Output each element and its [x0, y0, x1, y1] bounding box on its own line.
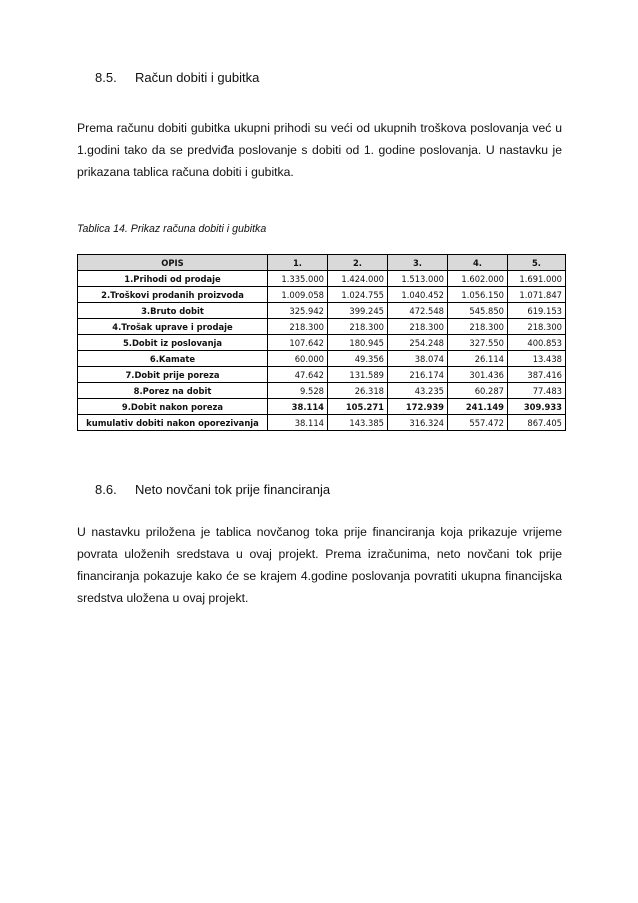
- table-row: [78, 287, 566, 303]
- table-cell: 60.287: [448, 383, 508, 399]
- table-cell: 38.114: [268, 415, 328, 431]
- table-caption: Tablica 14. Prikaz računa dobiti i gubitka: [77, 223, 267, 235]
- row-label: 9.Dobit nakon poreza: [78, 399, 268, 415]
- table-cell: 107.642: [268, 335, 328, 351]
- paragraph-text: U nastavku priložena je tablica novčanog toka prije financiranja koja prikazuje vrijeme povrata uloženih sredstava u ovaj projekt. Prema izračunima, neto novčani tok prije financiranja pokazuje kako će se krajem 4.godine poslovanja povratiti ukupna financijska sredstva uložena u ovaj projekt.: [77, 525, 562, 605]
- table-cell: 557.472: [448, 415, 508, 431]
- table-cell: 218.300: [328, 319, 388, 335]
- table-row: [78, 303, 566, 319]
- table-cell: 180.945: [328, 335, 388, 351]
- table-cell: 309.933: [508, 399, 566, 415]
- table-cell: 1.424.000: [328, 271, 388, 287]
- table-cell: 1.071.847: [508, 287, 566, 303]
- row-label: 4.Trošak uprave i prodaje: [78, 319, 268, 335]
- table-cell: 218.300: [448, 319, 508, 335]
- table-cell: 387.416: [508, 367, 566, 383]
- row-label: 3.Bruto dobit: [78, 303, 268, 319]
- table-cell: 38.074: [388, 351, 448, 367]
- table-cell: 216.174: [388, 367, 448, 383]
- section-heading-8-6: [95, 482, 330, 497]
- profit-loss-table: [77, 254, 566, 431]
- table-cell: 867.405: [508, 415, 566, 431]
- section-number: 8.5.: [95, 70, 117, 85]
- header-cell: 2.: [328, 255, 388, 271]
- row-label: 2.Troškovi prodanih proizvoda: [78, 287, 268, 303]
- table-cell: 619.153: [508, 303, 566, 319]
- table-cell: 47.642: [268, 367, 328, 383]
- table-cell: 1.056.150: [448, 287, 508, 303]
- section-heading-8-5: [95, 70, 259, 85]
- table-cell: 301.436: [448, 367, 508, 383]
- table-cell: 1.040.452: [388, 287, 448, 303]
- header-cell: OPIS: [78, 255, 268, 271]
- table-row: [78, 319, 566, 335]
- table-cell: 1.691.000: [508, 271, 566, 287]
- header-cell: 1.: [268, 255, 328, 271]
- header-cell: 4.: [448, 255, 508, 271]
- table-cell: 131.589: [328, 367, 388, 383]
- table-cell: 38.114: [268, 399, 328, 415]
- header-cell: 3.: [388, 255, 448, 271]
- row-label: 5.Dobit iz poslovanja: [78, 335, 268, 351]
- section-title: Račun dobiti i gubitka: [135, 70, 260, 85]
- table-row: [78, 383, 566, 399]
- table-cell: 399.245: [328, 303, 388, 319]
- table-cell: 26.318: [328, 383, 388, 399]
- section-title: Neto novčani tok prije financiranja: [135, 482, 331, 497]
- table-cell: 1.602.000: [448, 271, 508, 287]
- table-cell: 143.385: [328, 415, 388, 431]
- table-cell: 218.300: [508, 319, 566, 335]
- table-cell: 218.300: [268, 319, 328, 335]
- table-row: [78, 271, 566, 287]
- table-cell: 400.853: [508, 335, 566, 351]
- table-cell: 26.114: [448, 351, 508, 367]
- row-label: 7.Dobit prije poreza: [78, 367, 268, 383]
- table-cell: 241.149: [448, 399, 508, 415]
- table-cell: 172.939: [388, 399, 448, 415]
- table-cell: 254.248: [388, 335, 448, 351]
- table-cell: 60.000: [268, 351, 328, 367]
- section-number: 8.6.: [95, 482, 117, 497]
- table-cell: 1.513.000: [388, 271, 448, 287]
- section-paragraph-8-6: [77, 521, 562, 609]
- table-cell: 472.548: [388, 303, 448, 319]
- table-row: [78, 399, 566, 415]
- table-cell: 325.942: [268, 303, 328, 319]
- table-cell: 105.271: [328, 399, 388, 415]
- row-label: kumulativ dobiti nakon oporezivanja: [78, 415, 268, 431]
- table-cell: 43.235: [388, 383, 448, 399]
- row-label: 1.Prihodi od prodaje: [78, 271, 268, 287]
- table-row: [78, 367, 566, 383]
- section-paragraph-8-5: [77, 117, 562, 183]
- table-cell: 77.483: [508, 383, 566, 399]
- table-cell: 218.300: [388, 319, 448, 335]
- row-label: 8.Porez na dobit: [78, 383, 268, 399]
- table-row: [78, 415, 566, 431]
- table-cell: 327.550: [448, 335, 508, 351]
- paragraph-text: Prema računu dobiti gubitka ukupni prihodi su veći od ukupnih troškova poslovanja već u 1.godini tako da se predviđa poslovanje s dobiti od 1. godine poslovanja. U nastavku je prikazana tablica računa dobiti i gubitka.: [77, 121, 562, 179]
- table-cell: 1.024.755: [328, 287, 388, 303]
- row-label: 6.Kamate: [78, 351, 268, 367]
- table-row: [78, 351, 566, 367]
- table-cell: 1.009.058: [268, 287, 328, 303]
- table-cell: 1.335.000: [268, 271, 328, 287]
- table-cell: 545.850: [448, 303, 508, 319]
- table-header-row: [78, 255, 566, 271]
- table-cell: 13.438: [508, 351, 566, 367]
- table-cell: 49.356: [328, 351, 388, 367]
- header-cell: 5.: [508, 255, 566, 271]
- table-row: [78, 335, 566, 351]
- table-cell: 316.324: [388, 415, 448, 431]
- table-cell: 9.528: [268, 383, 328, 399]
